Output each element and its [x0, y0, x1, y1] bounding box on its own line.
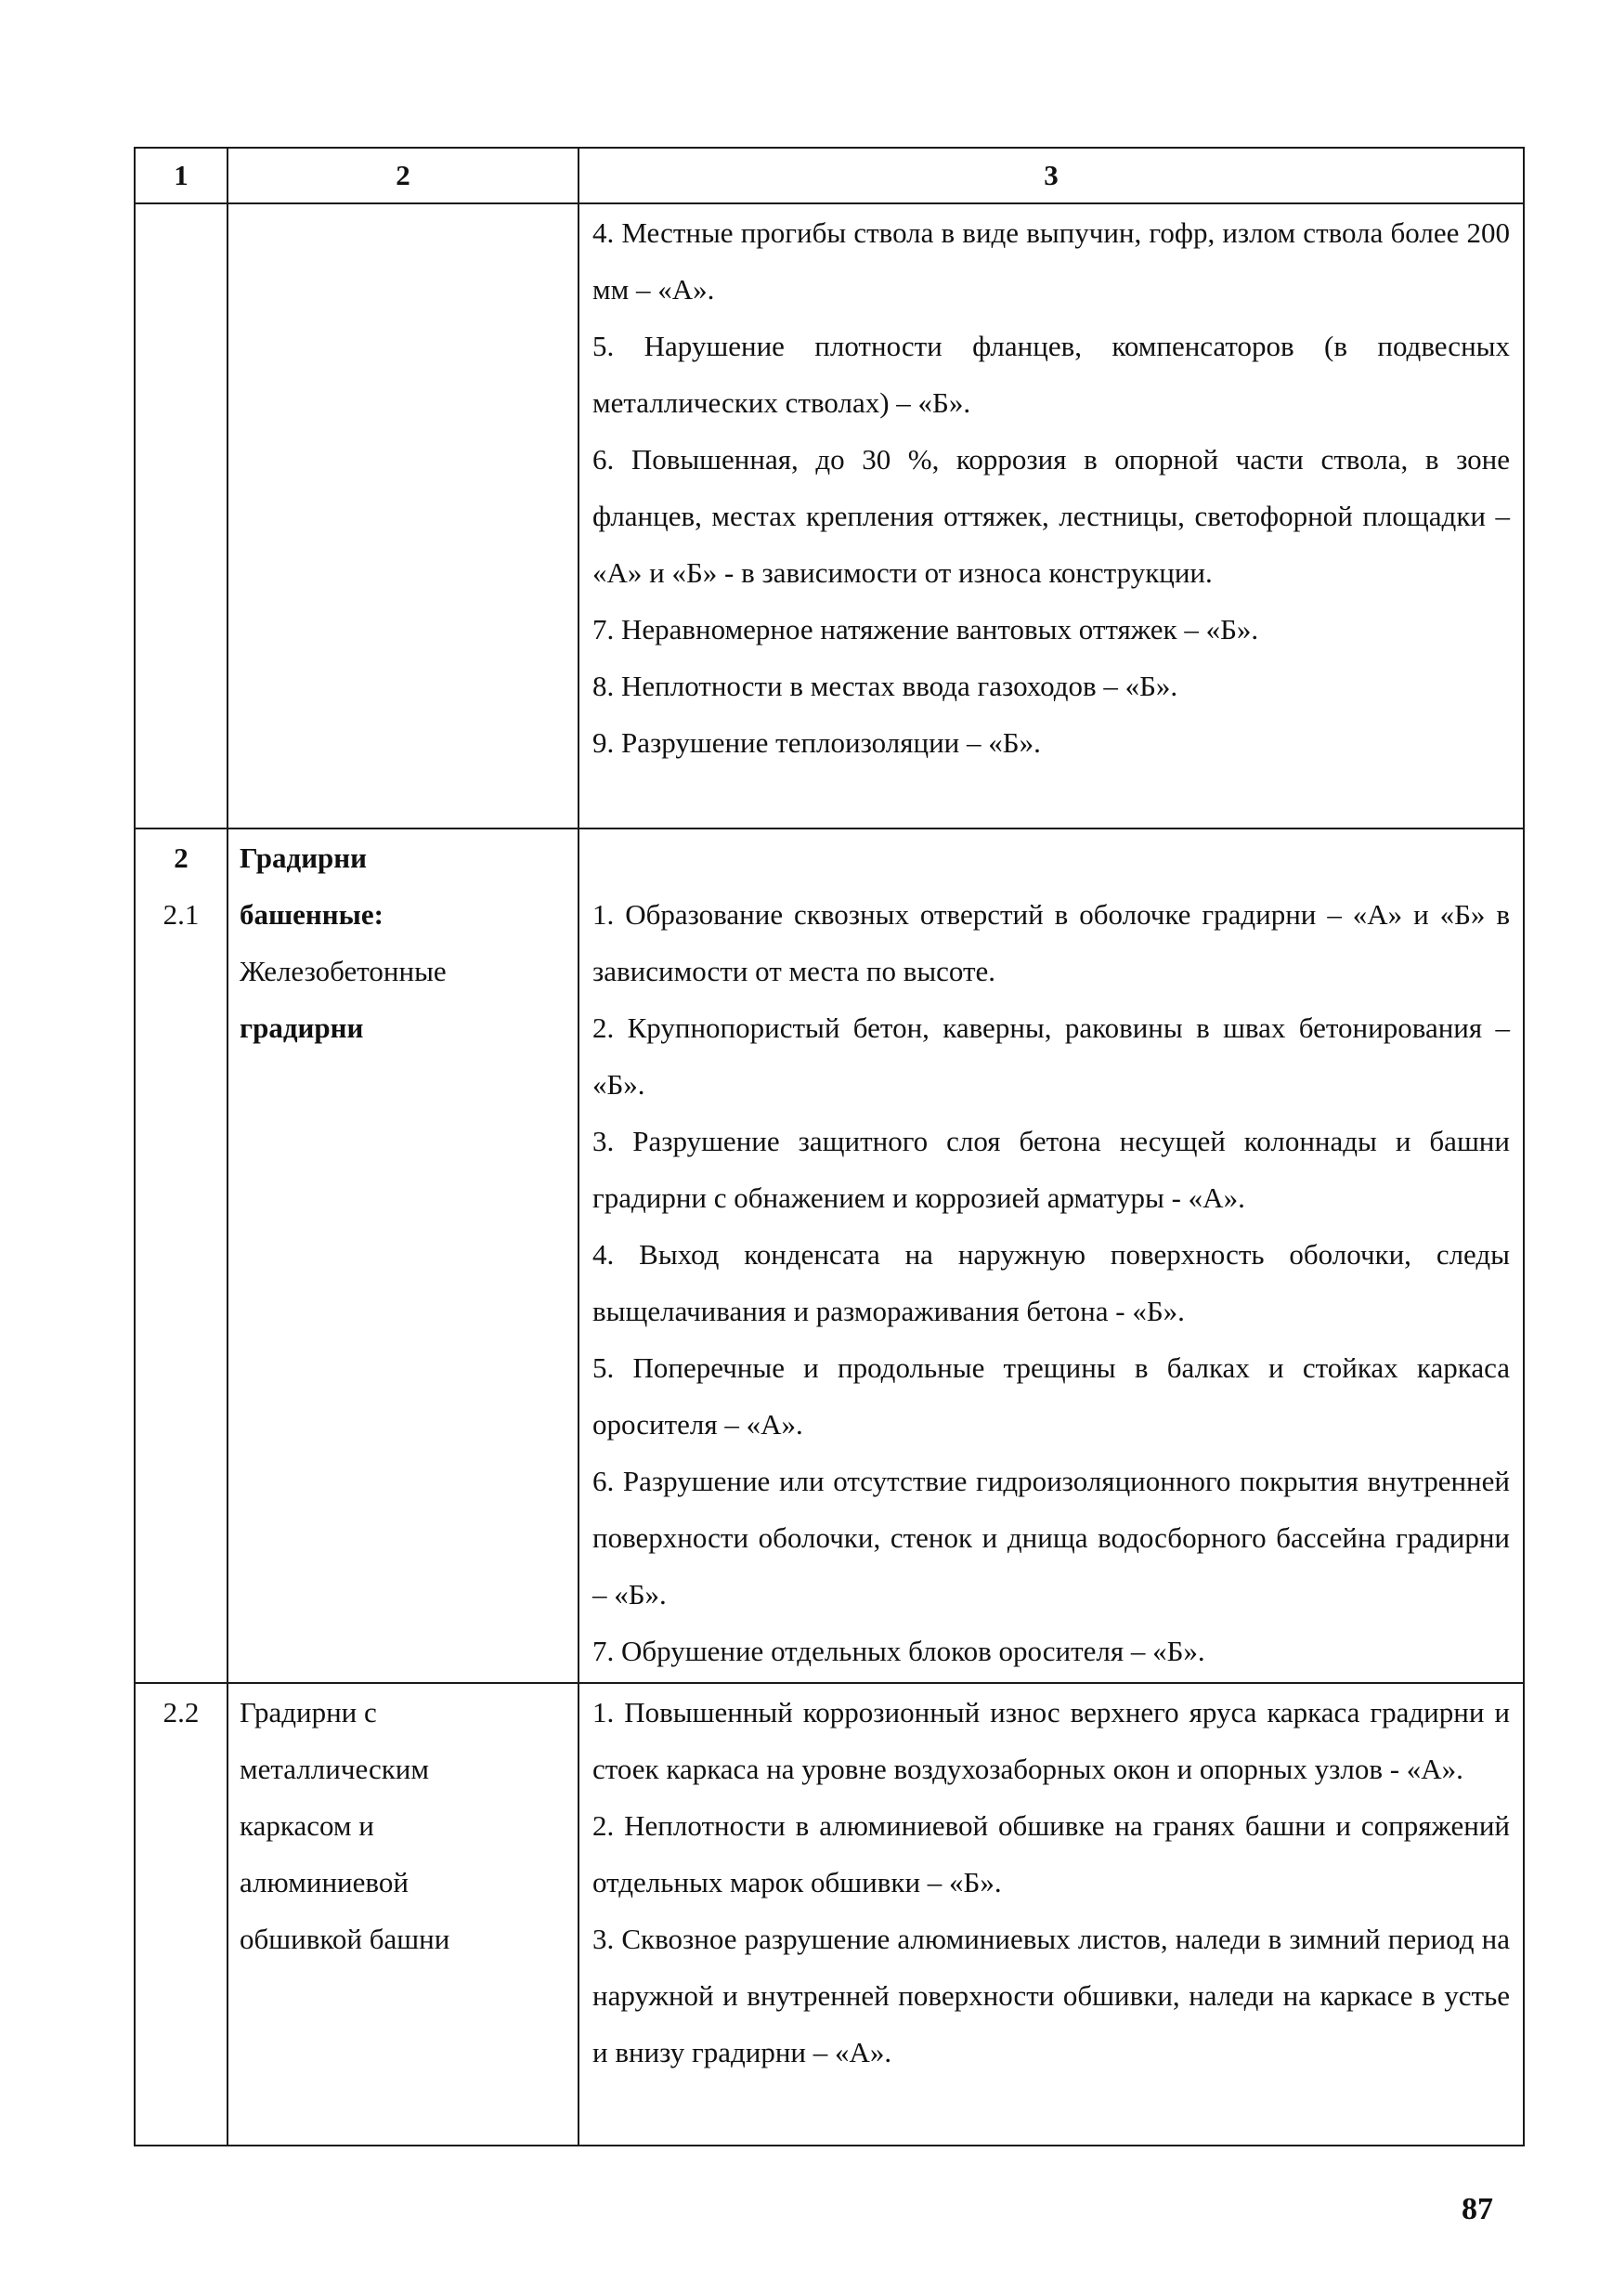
table-row	[135, 828, 1524, 1683]
defect-item: 2. Неплотности в алюминиевой обшивке на гранях башни и сопряжений отдельных марок обшивки – «Б».	[592, 1809, 1510, 1898]
subsection-number: 2.1	[162, 898, 200, 931]
row-name-cell	[228, 1683, 578, 2146]
defect-item: 6. Разрушение или отсутствие гидроизоляционного покрытия внутренней поверхности оболочки, стенок и днища водосборного бассейна градирни – «Б».	[592, 1465, 1510, 1611]
defects-table	[134, 147, 1525, 2146]
empty-line	[592, 829, 1510, 886]
row-description-cell	[578, 203, 1524, 828]
defect-item: 2. Крупнопористый бетон, каверны, раковины в швах бетонирования – «Б».	[592, 1011, 1510, 1101]
section-number: 2	[174, 841, 188, 874]
defect-item: 8. Неплотности в местах ввода газоходов – «Б».	[592, 670, 1178, 702]
table-header-row	[135, 148, 1524, 203]
row-number-cell	[135, 828, 228, 1683]
table-row	[135, 1683, 1524, 2146]
object-name-line: Градирни	[240, 841, 368, 874]
defect-item: 3. Сквозное разрушение алюминиевых листов, наледи в зимний период на наружной и внутренней поверхности обшивки, наледи на каркасе в устье и внизу градирни – «А».	[592, 1923, 1510, 2068]
defect-item: 5. Нарушение плотности фланцев, компенсаторов (в подвесных металлических стволах) – «Б».	[592, 330, 1510, 419]
subsection-number: 2.2	[162, 1696, 200, 1729]
defect-item: 5. Поперечные и продольные трещины в балках и стойках каркаса оросителя – «А».	[592, 1351, 1510, 1441]
object-name-line: Градирни с	[240, 1696, 377, 1729]
table-row	[135, 203, 1524, 828]
defect-item: 4. Выход конденсата на наружную поверхность оболочки, следы выщелачивания и размораживания бетона - «Б».	[592, 1238, 1510, 1327]
row-description-cell	[578, 1683, 1524, 2146]
defect-item: 9. Разрушение теплоизоляции – «Б».	[592, 726, 1041, 759]
object-name-line: обшивкой башни	[240, 1923, 450, 1955]
header-col-1: 1	[135, 148, 228, 203]
row-number-cell	[135, 203, 228, 828]
row-name-cell	[228, 203, 578, 828]
defect-item: 3. Разрушение защитного слоя бетона несущей колоннады и башни градирни с обнажением и коррозией арматуры - «А».	[592, 1125, 1510, 1214]
object-name-line: металлическим	[240, 1753, 430, 1785]
object-name-line: Железобетонные	[240, 955, 447, 987]
object-name-line: каркасом и	[240, 1809, 374, 1842]
header-col-2: 2	[228, 148, 578, 203]
page-number: 87	[1462, 2192, 1493, 2226]
defect-item: 7. Неравномерное натяжение вантовых оттяжек – «Б».	[592, 613, 1259, 646]
row-name-cell	[228, 828, 578, 1683]
row-description-cell	[578, 828, 1524, 1683]
defect-item: 1. Образование сквозных отверстий в оболочке градирни – «А» и «Б» в зависимости от места по высоте.	[592, 898, 1510, 987]
defect-item: 4. Местные прогибы ствола в виде выпучин, гофр, излом ствола более 200 мм – «А».	[592, 216, 1510, 306]
row-number-cell	[135, 1683, 228, 2146]
defect-item: 6. Повышенная, до 30 %, коррозия в опорной части ствола, в зоне фланцев, местах крепления оттяжек, лестницы, светофорной площадки – «А» и «Б» - в зависимости от износа конструкции.	[592, 443, 1510, 589]
object-name-line: башенные:	[240, 898, 384, 931]
defect-item: 7. Обрушение отдельных блоков оросителя – «Б».	[592, 1635, 1205, 1667]
header-col-3: 3	[578, 148, 1524, 203]
object-name-line: градирни	[240, 1011, 364, 1044]
object-name-line: алюминиевой	[240, 1866, 409, 1898]
defect-item: 1. Повышенный коррозионный износ верхнего яруса каркаса градирни и стоек каркаса на уровне воздухозаборных окон и опорных узлов - «А».	[592, 1696, 1510, 1785]
